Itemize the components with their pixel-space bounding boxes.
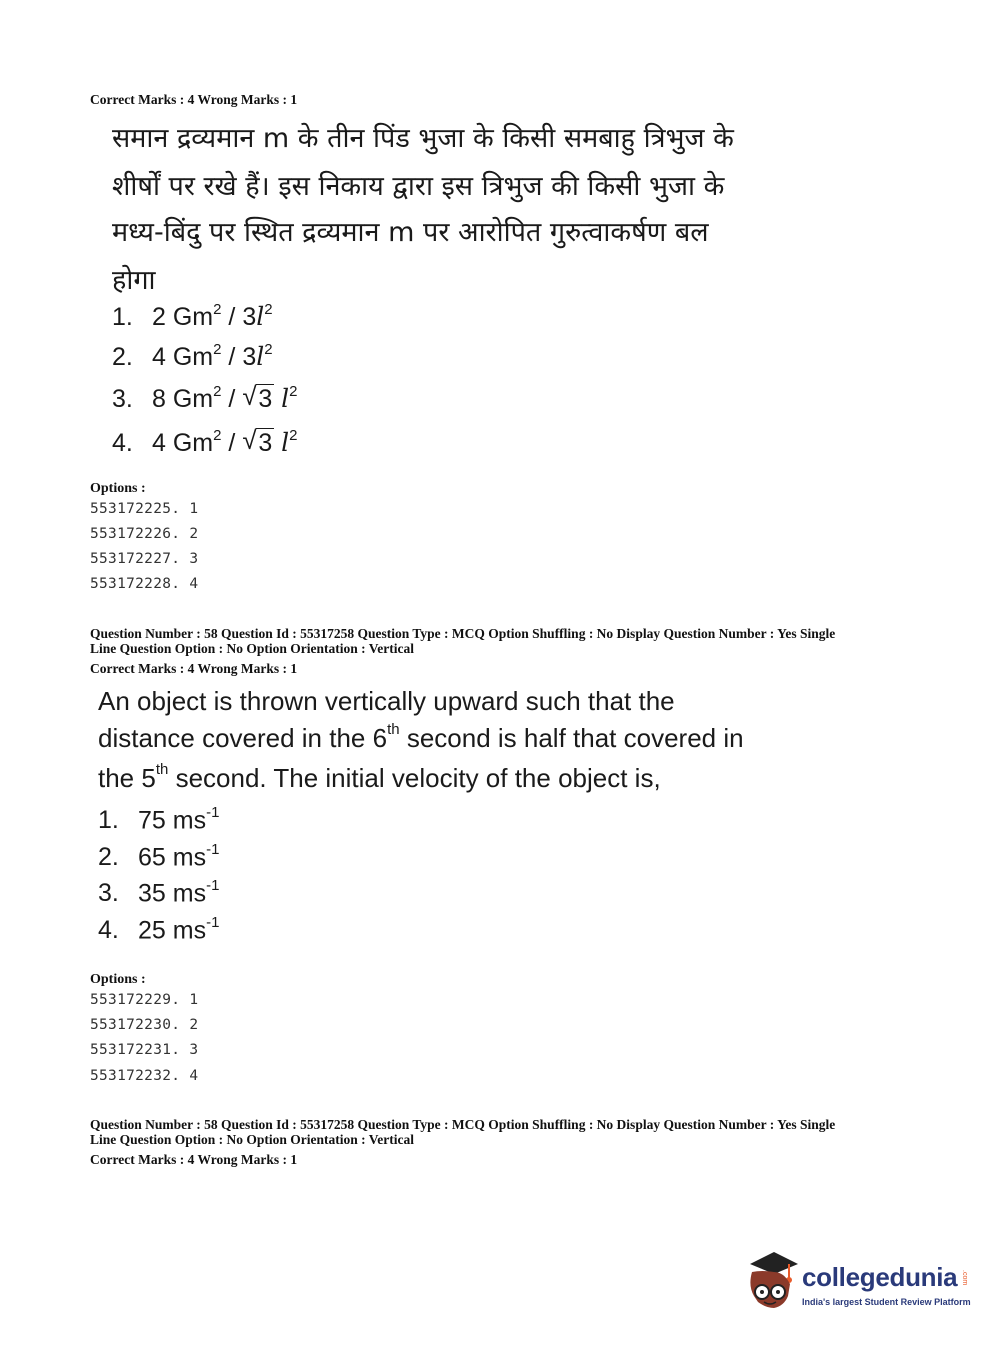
answer-option-2: 2. 65 $ms^{-1}$ bbox=[98, 841, 220, 872]
mascot-icon bbox=[744, 1250, 800, 1312]
question-line: शीर्षों पर रखे हैं। इस निकाय द्वारा इस त्रिभुज की किसी भुजा के bbox=[112, 171, 725, 202]
option-id: 553172228. 4 bbox=[90, 576, 199, 592]
answer-option-3: 3. 8 Gm$^2$ / √ 3 $l^2$ bbox=[112, 381, 298, 413]
square-root-symbol: √ 3 bbox=[242, 381, 273, 413]
option-id: 553172225. 1 bbox=[90, 501, 199, 517]
logo-text: collegedunia bbox=[802, 1262, 958, 1292]
question-line: the 5th second. The initial velocity of the object is, bbox=[98, 761, 661, 793]
question-line: मध्य-बिंदु पर स्थित द्रव्यमान m पर आरोपित गुरुत्वाकर्षण बल bbox=[112, 217, 709, 248]
answer-option-4: 4. 25 $ms^{-1}$ bbox=[98, 914, 220, 945]
answer-option-1: 1. 2 $Gm^2 / 3l^2$ bbox=[112, 300, 273, 331]
marks-line-1: Correct Marks : 4 Wrong Marks : 1 bbox=[90, 92, 298, 107]
option-id: 553172226. 2 bbox=[90, 526, 199, 542]
option-id: 553172227. 3 bbox=[90, 551, 199, 567]
question-line: An object is thrown vertically upward such that the bbox=[98, 686, 675, 716]
answer-option-4: 4. 4 Gm$^2$ / √ 3 $l^2$ bbox=[112, 425, 298, 457]
option-id: 553172230. 2 bbox=[90, 1017, 199, 1033]
question-meta-58: Question Number : 58 Question Id : 55317258 Question Type : MCQ Option Shuffling : No Display Question Number : Yes Single Line Question Option : No Option Orientation : Vertical bbox=[90, 1117, 836, 1147]
options-label: Options : bbox=[90, 972, 146, 987]
marks-line-3: Correct Marks : 4 Wrong Marks : 1 bbox=[90, 1152, 298, 1167]
option-id: 553172232. 4 bbox=[90, 1068, 199, 1084]
options-label: Options : bbox=[90, 481, 146, 496]
question-line: होगा bbox=[112, 265, 156, 296]
question-meta-58: Question Number : 58 Question Id : 55317258 Question Type : MCQ Option Shuffling : No Display Question Number : Yes Single Line Question Option : No Option Orientation : Vertical bbox=[90, 626, 836, 656]
answer-option-1: 1. 75 $ms^{-1}$ bbox=[98, 804, 220, 835]
marks-line-2: Correct Marks : 4 Wrong Marks : 1 bbox=[90, 661, 298, 676]
square-root-symbol: √ 3 bbox=[242, 425, 273, 457]
question-line: distance covered in the 6th second is half that covered in bbox=[98, 721, 744, 753]
collegedunia-logo bbox=[744, 1250, 974, 1320]
answer-option-2: 2. 4 $Gm^2 / 3l^2$ bbox=[112, 340, 273, 371]
option-id: 553172231. 3 bbox=[90, 1042, 199, 1058]
logo-domain: .com bbox=[961, 1270, 968, 1286]
question-line: समान द्रव्यमान m के तीन पिंड भुजा के किसी समबाहु त्रिभुज के bbox=[112, 123, 734, 154]
option-id: 553172229. 1 bbox=[90, 992, 199, 1008]
logo-tagline: India's largest Student Review Platform bbox=[802, 1297, 971, 1307]
answer-option-3: 3. 35 $ms^{-1}$ bbox=[98, 877, 220, 908]
